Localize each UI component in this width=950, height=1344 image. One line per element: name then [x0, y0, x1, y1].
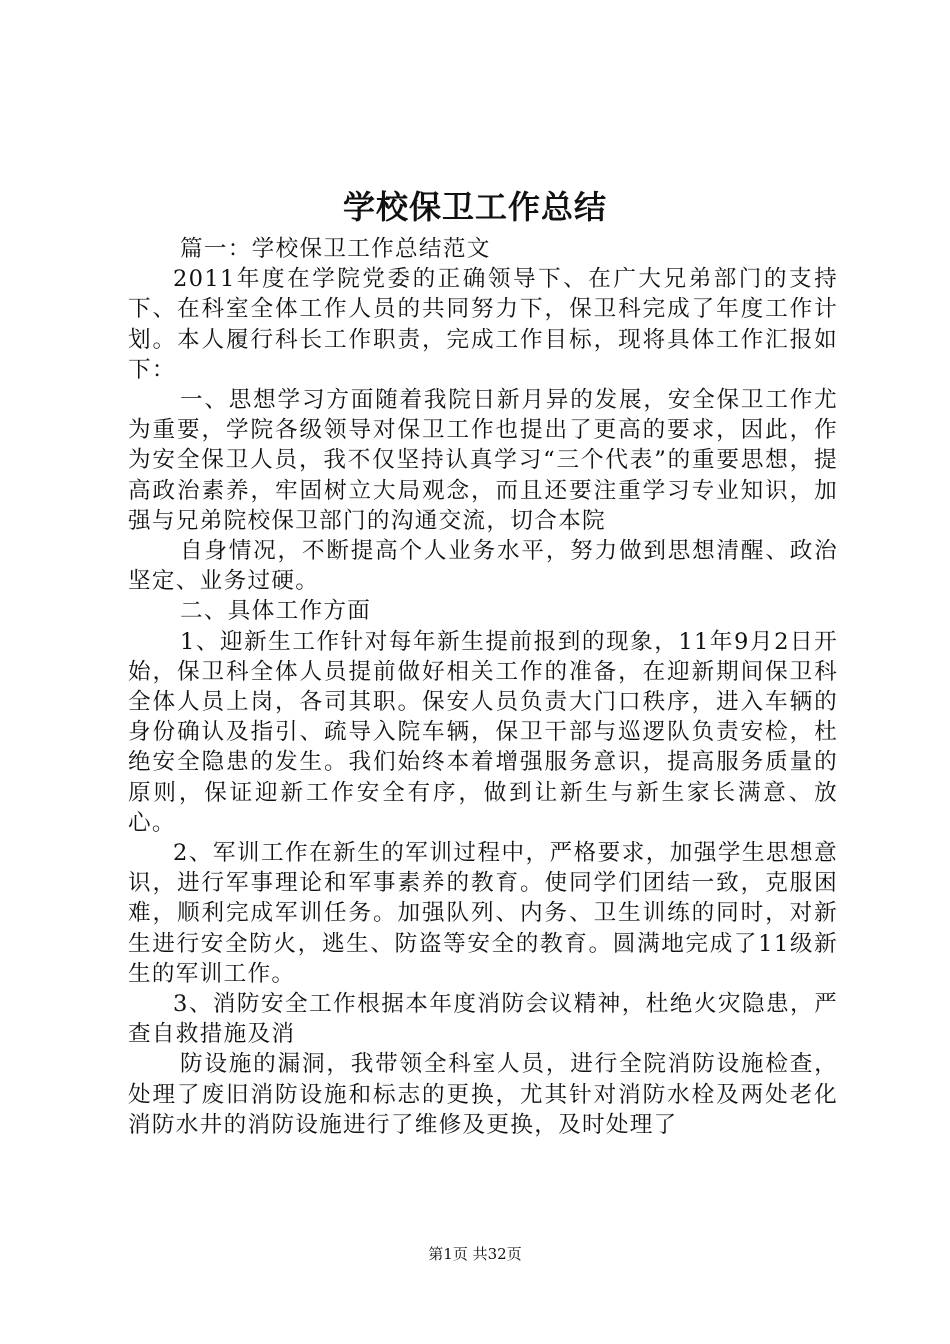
document-title: 学校保卫工作总结	[342, 188, 607, 226]
paragraph: 篇一：学校保卫工作总结范文	[180, 236, 491, 262]
paragraph: 二、具体工作方面	[180, 598, 372, 625]
paragraph: 2、军训工作在新生的军训过程中，严格要求，加强学生思想意识，进行军事理论和军事素养的教育。使同学们团结一致，克服困难，顺利完成军训任务。加强队列、内务、卫生训练的同时，对新生进行安全防火，逃生、防盗等安全的教育。圆满地完成了11级新生的军训工作。	[128, 840, 838, 987]
paragraph: 3、消防安全工作根据本年度消防会议精神，杜绝火灾隐患，严查自救措施及消	[128, 991, 838, 1048]
paragraph: 自身情况，不断提高个人业务水平，努力做到思想清醒、政治坚定、业务过硬。	[128, 538, 838, 595]
paragraph: 1、迎新生工作针对每年新生提前报到的现象，11年9月2日开始，保卫科全体人员提前做好相关工作的准备，在迎新期间保卫科全体人员上岗，各司其职。保安人员负责大门口秩序，进入车辆的身份确认及指引、疏导入院车辆，保卫干部与巡逻队负责安检，杜绝安全隐患的发生。我们始终本着增强服务意识，提高服务质量的原则，保证迎新工作安全有序，做到让新生与新生家长满意、放心。	[128, 628, 838, 836]
paragraph: 一、思想学习方面随着我院日新月异的发展，安全保卫工作尤为重要，学院各级领导对保卫工作也提出了更高的要求，因此，作为安全保卫人员，我不仅坚持认真学习“三个代表”的重要思想，提高政治素养，牢固树立大局观念，而且还要注重学习专业知识，加强与兄弟院校保卫部门的沟通交流，切合本院	[128, 387, 838, 534]
paragraph: 2011年度在学院党委的正确领导下、在广大兄弟部门的支持下、在科室全体工作人员的共同努力下，保卫科完成了年度工作计划。本人履行科长工作职责，完成工作目标，现将具体工作汇报如下：	[128, 266, 838, 383]
document-body	[128, 234, 838, 1140]
page-footer: 第1页 共32页	[428, 1245, 522, 1263]
paragraph: 防设施的漏洞，我带领全科室人员，进行全院消防设施检查，处理了废旧消防设施和标志的更换，尤其针对消防水栓及两处老化消防水井的消防设施进行了维修及更换，及时处理了	[128, 1051, 838, 1138]
